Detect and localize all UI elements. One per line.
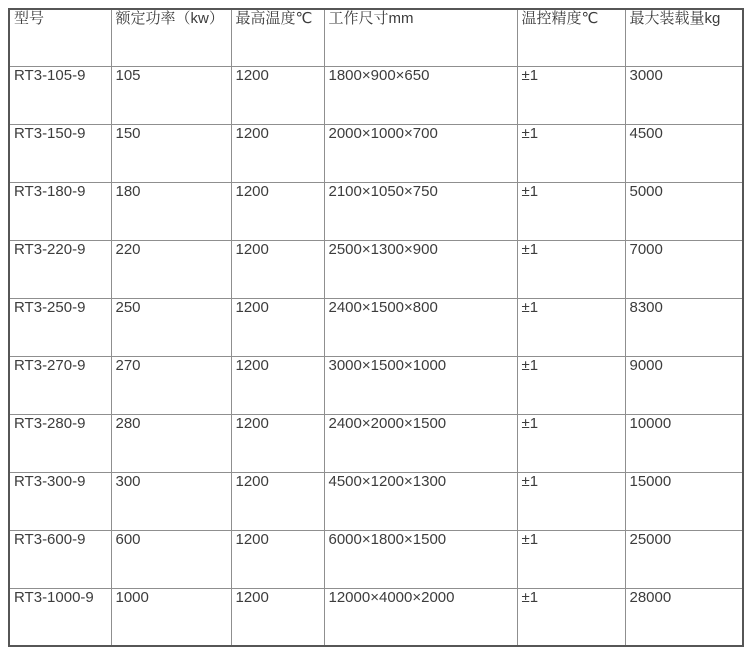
table-cell-max_load: 3000 [625, 66, 743, 124]
table-cell-max_load: 4500 [625, 124, 743, 182]
table-cell-work_size: 4500×1200×1300 [324, 472, 517, 530]
table-cell-rated_power: 180 [111, 182, 231, 240]
table-cell-max_temp: 1200 [231, 530, 324, 588]
table-cell-temp_accuracy: ±1 [517, 414, 625, 472]
table-cell-rated_power: 600 [111, 530, 231, 588]
table-cell-rated_power: 270 [111, 356, 231, 414]
table-cell-max_temp: 1200 [231, 66, 324, 124]
table-cell-model: RT3-150-9 [9, 124, 111, 182]
table-row [9, 298, 743, 356]
table-cell-rated_power: 250 [111, 298, 231, 356]
table-cell-max_load: 15000 [625, 472, 743, 530]
header-cell-temp_accuracy: 温控精度℃ [517, 9, 625, 66]
table-row [9, 588, 743, 646]
table-cell-max_temp: 1200 [231, 414, 324, 472]
table-row [9, 356, 743, 414]
table-cell-temp_accuracy: ±1 [517, 298, 625, 356]
table-cell-temp_accuracy: ±1 [517, 472, 625, 530]
table-cell-work_size: 12000×4000×2000 [324, 588, 517, 646]
table-row [9, 472, 743, 530]
table-row [9, 414, 743, 472]
table-cell-temp_accuracy: ±1 [517, 530, 625, 588]
header-row [9, 9, 743, 66]
table-cell-model: RT3-1000-9 [9, 588, 111, 646]
table-cell-max_load: 8300 [625, 298, 743, 356]
table-cell-work_size: 2500×1300×900 [324, 240, 517, 298]
table-cell-max_temp: 1200 [231, 240, 324, 298]
table-cell-max_load: 5000 [625, 182, 743, 240]
table-row [9, 240, 743, 298]
table-cell-work_size: 2100×1050×750 [324, 182, 517, 240]
table-cell-model: RT3-250-9 [9, 298, 111, 356]
table-row [9, 124, 743, 182]
table-cell-temp_accuracy: ±1 [517, 356, 625, 414]
table-cell-rated_power: 105 [111, 66, 231, 124]
table-cell-temp_accuracy: ±1 [517, 240, 625, 298]
table-cell-work_size: 1800×900×650 [324, 66, 517, 124]
spec-table-body [9, 66, 743, 646]
table-cell-rated_power: 300 [111, 472, 231, 530]
table-cell-max_temp: 1200 [231, 356, 324, 414]
table-cell-temp_accuracy: ±1 [517, 588, 625, 646]
table-cell-max_temp: 1200 [231, 298, 324, 356]
table-cell-model: RT3-300-9 [9, 472, 111, 530]
table-cell-max_temp: 1200 [231, 182, 324, 240]
table-cell-max_load: 28000 [625, 588, 743, 646]
table-cell-max_load: 7000 [625, 240, 743, 298]
table-cell-max_load: 25000 [625, 530, 743, 588]
table-cell-temp_accuracy: ±1 [517, 66, 625, 124]
header-cell-max_load: 最大装载量kg [625, 9, 743, 66]
table-cell-model: RT3-220-9 [9, 240, 111, 298]
table-row [9, 530, 743, 588]
table-cell-temp_accuracy: ±1 [517, 182, 625, 240]
table-cell-temp_accuracy: ±1 [517, 124, 625, 182]
table-cell-max_load: 10000 [625, 414, 743, 472]
table-cell-rated_power: 280 [111, 414, 231, 472]
table-cell-max_temp: 1200 [231, 588, 324, 646]
table-cell-max_temp: 1200 [231, 472, 324, 530]
table-cell-model: RT3-105-9 [9, 66, 111, 124]
table-cell-work_size: 3000×1500×1000 [324, 356, 517, 414]
table-cell-max_load: 9000 [625, 356, 743, 414]
table-cell-rated_power: 1000 [111, 588, 231, 646]
table-row [9, 66, 743, 124]
table-cell-model: RT3-180-9 [9, 182, 111, 240]
table-cell-work_size: 6000×1800×1500 [324, 530, 517, 588]
header-cell-max_temp: 最高温度℃ [231, 9, 324, 66]
table-cell-max_temp: 1200 [231, 124, 324, 182]
table-cell-rated_power: 150 [111, 124, 231, 182]
header-cell-rated_power: 额定功率（kw） [111, 9, 231, 66]
table-cell-model: RT3-270-9 [9, 356, 111, 414]
header-cell-work_size: 工作尺寸mm [324, 9, 517, 66]
table-cell-rated_power: 220 [111, 240, 231, 298]
table-cell-model: RT3-600-9 [9, 530, 111, 588]
spec-table [8, 8, 744, 647]
table-cell-work_size: 2400×1500×800 [324, 298, 517, 356]
header-cell-model: 型号 [9, 9, 111, 66]
table-row [9, 182, 743, 240]
table-cell-work_size: 2400×2000×1500 [324, 414, 517, 472]
table-cell-work_size: 2000×1000×700 [324, 124, 517, 182]
table-cell-model: RT3-280-9 [9, 414, 111, 472]
